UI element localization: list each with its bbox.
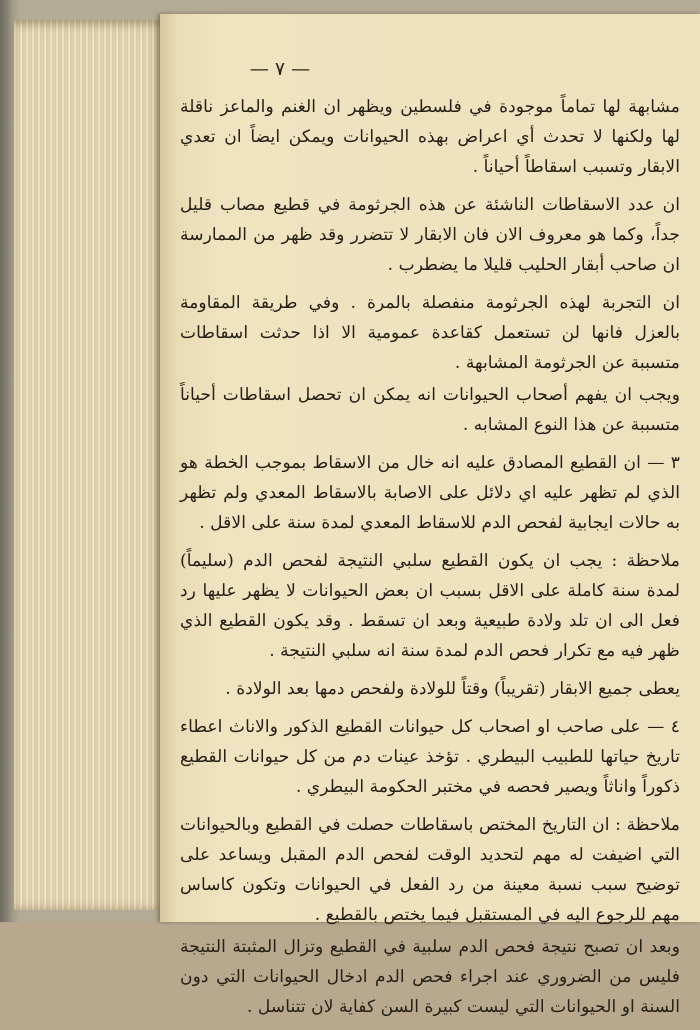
- page-number: — ٧ —: [249, 58, 311, 80]
- paragraph-3: ان التجربة لهذه الجرثومة منفصلة بالمرة . وفي طريقة المقاومة بالعزل فانها لن تستعمل كقاعدة عمومية الا اذا حدثت اسقاطات متسببة عن الجرثومة المشابهة .: [180, 293, 680, 373]
- book-page-edges: [14, 20, 164, 910]
- paragraph-8: وبعد ان تصبح نتيجة فحص الدم سلبية في القطيع وتزال المثبتة النتيجة فليس من الضروري عند اجراء فحص الدم ادخال الحيوانات التي دون السنة او الحيوانات التي ليست كبيرة السن كفاية لان تتناسل .: [180, 937, 680, 1017]
- paragraph-1: مشابهة لها تماماً موجودة في فلسطين ويظهر ان الغنم والماعز ناقلة لها ولكنها لا تحدث أي اعراض بهذه الحيوانات ويمكن ايضاً ان تعدي الابقار وتسبب اسقاطاً أحياناً .: [180, 97, 680, 177]
- note-2: ملاحظة : ان التاريخ المختص باسقاطات حصلت في القطيع وبالحيوانات التي اضيفت له مهم لتحديد الوقت لفحص الدم المقبل ويساعد على توضيح سبب نسبة معينة من رد الفعل في الحيوانات وتكون كاساس مهم للرجوع اليه في المستقبل فيما يختص بالقطيع .: [180, 815, 680, 925]
- page-body: [180, 92, 680, 1030]
- paragraph-5: ٣ — ان القطيع المصادق عليه انه خال من الاسقاط بموجب الخطة هو الذي لم تظهر عليه اي دلائل على الاصابة بالاسقاط المعدي ولم تظهر به حالات ايجابية لفحص الدم للاسقاط المعدي لمدة سنة على الاقل .: [180, 453, 680, 533]
- paragraph-7: ٤ — على صاحب او اصحاب كل حيوانات القطيع الذكور والاناث اعطاء تاريخ حياتها للطبيب البيطري . تؤخذ عينات دم من كل حيوانات القطيع ذكوراً واناثاً ويصير فحصه في مختبر الحكومة البيطري .: [180, 717, 680, 797]
- paragraph-2: ان عدد الاسقاطات الناشئة عن هذه الجرثومة في قطيع مصاب قليل جداً، وكما هو معروف الان فان الابقار لا تتضرر وقد ظهر من الممارسة ان صاحب أبقار الحليب قليلا ما يضطرب .: [180, 195, 680, 275]
- paragraph-4: ويجب ان يفهم أصحاب الحيوانات انه يمكن ان تحصل اسقاطات أحياناً متسببة عن هذا النوع المشابه .: [180, 385, 680, 435]
- note-1: ملاحظة : يجب ان يكون القطيع سلبي النتيجة لفحص الدم (سليماً) لمدة سنة كاملة على الاقل بسبب ان بعض الحيوانات لا يظهر عليها رد فعل الى ان تلد ولادة طبيعية وبعد ان تسقط . وقد يكون القطيع الذي ظهر فيه مع تكرار فحص الدم لمدة سنة انه سلبي النتيجة .: [180, 551, 680, 661]
- paragraph-6: يعطى جميع الابقار (تقريباً) وقتاً للولادة ولفحص دمها بعد الولادة .: [225, 679, 680, 699]
